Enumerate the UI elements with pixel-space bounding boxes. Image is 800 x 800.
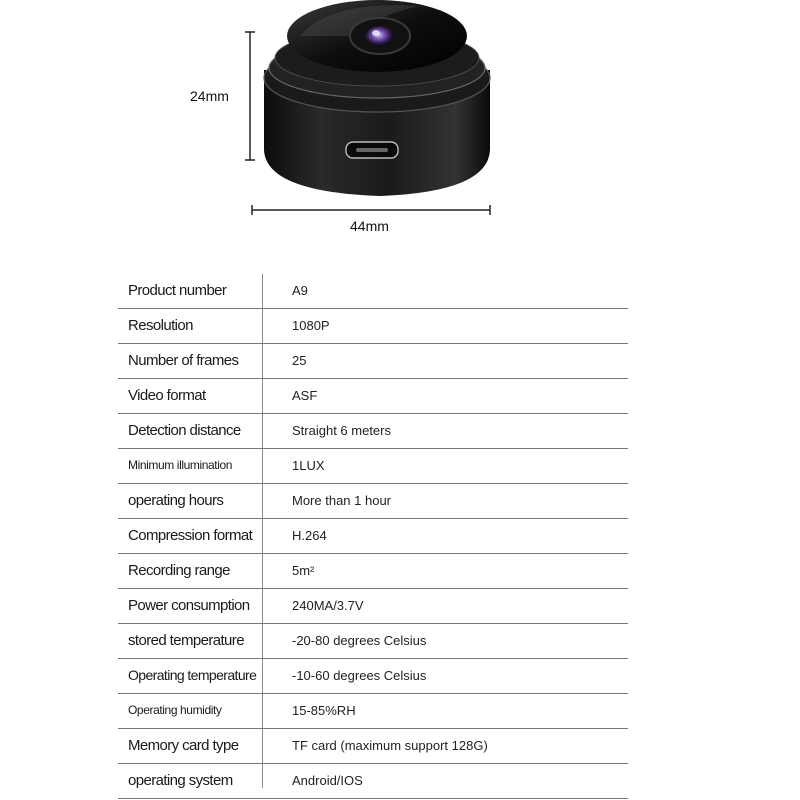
spec-row-recording-range [118, 554, 628, 589]
spec-value: 15-85%RH [292, 703, 356, 718]
spec-row-number-of-frames [118, 344, 628, 379]
spec-label: operating hours [128, 492, 224, 509]
spec-value: 1LUX [292, 458, 325, 473]
spec-label: Power consumption [128, 597, 250, 614]
spec-value: 240MA/3.7V [292, 598, 364, 613]
spec-row-operating-temperature [118, 659, 628, 694]
spec-value: More than 1 hour [292, 493, 392, 508]
spec-value: 25 [292, 353, 307, 368]
spec-value: -20-80 degrees Celsius [292, 633, 427, 648]
spec-row-power-consumption [118, 589, 628, 624]
height-dimension-label: 24mm [190, 88, 229, 104]
spec-label: Operating humidity [128, 703, 222, 717]
spec-label: Video format [128, 387, 206, 404]
spec-label: Product number [128, 282, 227, 299]
spec-value: 5m² [292, 563, 315, 578]
spec-label: Resolution [128, 317, 193, 334]
spec-row-operating-humidity [118, 694, 628, 729]
spec-label: Minimum illumination [128, 458, 233, 472]
spec-row-detection-distance [118, 414, 628, 449]
spec-value: Straight 6 meters [292, 423, 391, 438]
spec-value: Android/IOS [292, 773, 363, 788]
spec-value: A9 [292, 283, 308, 298]
specification-table [118, 274, 628, 799]
spec-value: H.264 [292, 528, 327, 543]
spec-label: Detection distance [128, 422, 241, 439]
spec-label: Memory card type [128, 737, 239, 754]
spec-value: -10-60 degrees Celsius [292, 668, 427, 683]
spec-value: 1080P [292, 318, 330, 333]
camera-product-figure [0, 0, 800, 250]
spec-row-stored-temperature [118, 624, 628, 659]
spec-label: Recording range [128, 562, 230, 579]
spec-row-minimum-illumination [118, 449, 628, 484]
spec-row-resolution [118, 309, 628, 344]
spec-row-memory-card-type [118, 729, 628, 764]
spec-row-product-number [118, 274, 628, 309]
spec-label: stored temperature [128, 632, 244, 649]
spec-value: TF card (maximum support 128G) [292, 738, 488, 753]
camera-lens [366, 26, 394, 46]
width-dimension-label: 44mm [350, 218, 389, 234]
spec-row-compression-format [118, 519, 628, 554]
spec-label: operating system [128, 772, 233, 789]
spec-row-operating-hours [118, 484, 628, 519]
camera-illustration [0, 0, 800, 250]
spec-row-operating-system [118, 764, 628, 799]
spec-row-video-format [118, 379, 628, 414]
spec-label: Compression format [128, 527, 253, 544]
spec-label: Operating temperature [128, 667, 257, 683]
spec-label: Number of frames [128, 352, 239, 369]
spec-value: ASF [292, 388, 318, 403]
